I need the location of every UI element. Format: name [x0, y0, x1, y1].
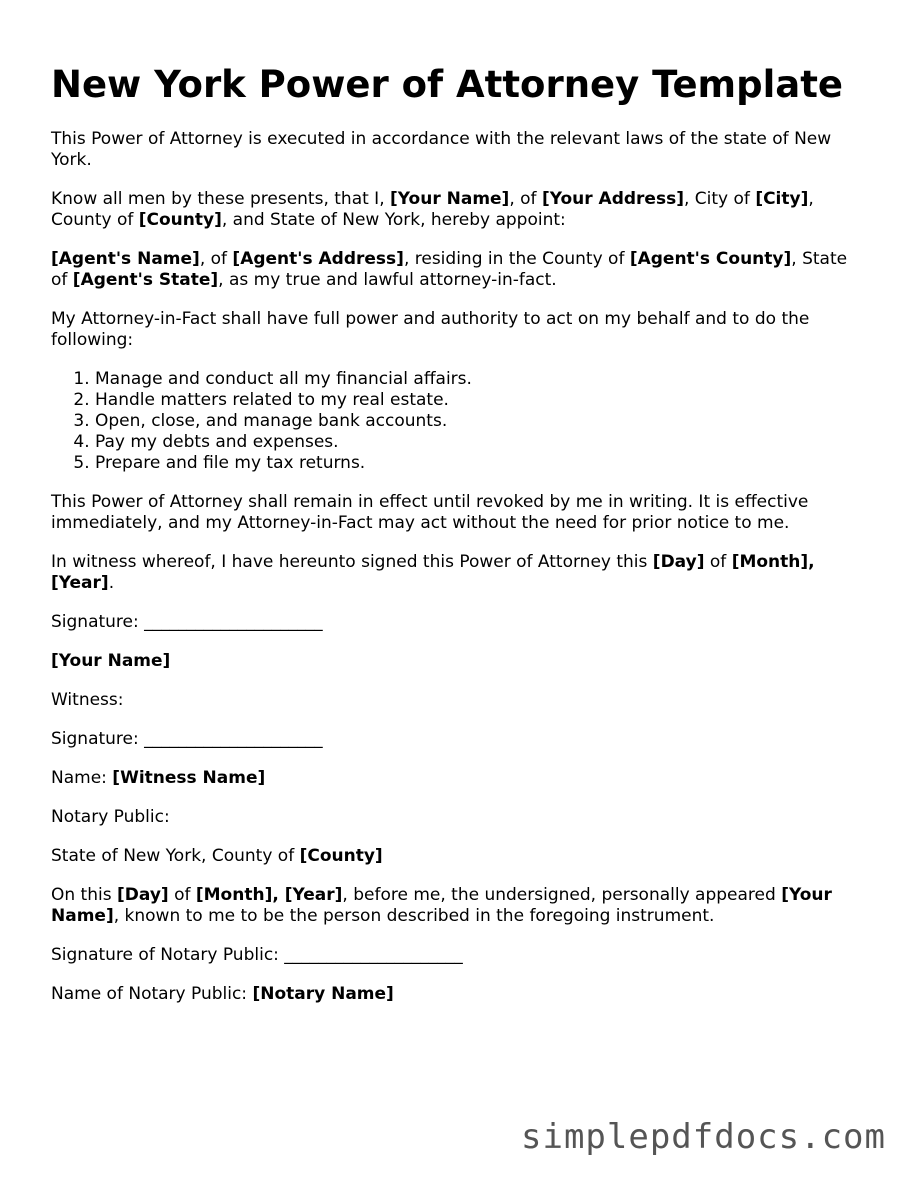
- county-placeholder: [County]: [138, 210, 222, 230]
- month-year-placeholder: [Month], [Year]: [51, 552, 815, 593]
- witness-name-line: [51, 768, 866, 789]
- notary-text-3: , before me, the undersigned, personally appeared: [342, 885, 782, 905]
- list-item: 4. Pay my debts and expenses.: [95, 432, 866, 453]
- witness-text-1: In witness whereof, I have hereunto signed this Power of Attorney this: [51, 552, 653, 572]
- notary-text-2: of: [168, 885, 196, 905]
- principal-name: [51, 651, 866, 672]
- appoint-text-1: Know all men by these presents, that I,: [51, 189, 391, 209]
- witness-signature-line: Signature: _____________________: [51, 729, 323, 749]
- notary-state-line: [51, 846, 866, 867]
- document-page: [51, 60, 866, 1023]
- notary-text-1: On this: [51, 885, 117, 905]
- notary-month-year-placeholder: [Month], [Year]: [195, 885, 343, 905]
- notary-name-placeholder: [Notary Name]: [252, 984, 394, 1004]
- day-placeholder: [Day]: [652, 552, 705, 572]
- witness-name-label: Name:: [51, 768, 113, 788]
- your-address-placeholder: [Your Address]: [541, 189, 684, 209]
- watermark: simplepdfdocs.com: [521, 1117, 886, 1157]
- notary-statement: [51, 885, 866, 927]
- your-name-placeholder: [Your Name]: [390, 189, 510, 209]
- notary-name-line: [51, 984, 866, 1005]
- notary-signature-line: Signature of Notary Public: _____________________: [51, 945, 463, 965]
- agent-address-placeholder: [Agent's Address]: [232, 249, 404, 269]
- witness-name-placeholder: [Witness Name]: [112, 768, 266, 788]
- witness-label: Witness:: [51, 690, 124, 710]
- principal-name-placeholder: [Your Name]: [51, 651, 171, 671]
- notary-county-placeholder: [County]: [299, 846, 383, 866]
- agent-paragraph: [51, 249, 866, 291]
- witness-text-3: .: [108, 573, 115, 593]
- appoint-text-3: , City of: [683, 189, 756, 209]
- appoint-text-5: , and State of New York, hereby appoint:: [221, 210, 566, 230]
- appoint-text-2: , of: [509, 189, 542, 209]
- principal-signature-line: Signature: _____________________: [51, 612, 323, 632]
- intro-paragraph: This Power of Attorney is executed in accordance with the relevant laws of the state of New York.: [51, 129, 832, 170]
- powers-list: [51, 369, 866, 474]
- witness-clause: [51, 552, 866, 594]
- notary-your-name-placeholder: [Your Name]: [51, 885, 832, 926]
- witness-text-2: of: [704, 552, 732, 572]
- notary-day-placeholder: [Day]: [116, 885, 169, 905]
- agent-state-placeholder: [Agent's State]: [72, 270, 219, 290]
- effect-paragraph: This Power of Attorney shall remain in effect until revoked by me in writing. It is effective immediately, and my Attorney-in-Fact may act without the need for prior notice to me.: [51, 492, 809, 533]
- list-item: 5. Prepare and file my tax returns.: [95, 453, 866, 474]
- agent-name-placeholder: [Agent's Name]: [51, 249, 200, 269]
- agent-text-4: , as my true and lawful attorney-in-fact.: [218, 270, 557, 290]
- page-title: New York Power of Attorney Template: [51, 63, 844, 106]
- list-item: 3. Open, close, and manage bank accounts.: [95, 411, 866, 432]
- notary-state-label: State of New York, County of: [51, 846, 300, 866]
- notary-text-4: , known to me to be the person described in the foregoing instrument.: [113, 906, 715, 926]
- agent-text-1: , of: [199, 249, 233, 269]
- notary-label: Notary Public:: [51, 807, 170, 827]
- notary-name-label: Name of Notary Public:: [51, 984, 253, 1004]
- agent-text-2: , residing in the County of: [403, 249, 630, 269]
- city-placeholder: [City]: [755, 189, 809, 209]
- appointment-paragraph: [51, 189, 866, 231]
- list-item: 2. Handle matters related to my real estate.: [95, 390, 866, 411]
- list-item: 1. Manage and conduct all my financial affairs.: [95, 369, 866, 390]
- appoint-text-4: , County of: [51, 189, 814, 230]
- agent-text-3: , State of: [51, 249, 848, 290]
- powers-intro: My Attorney-in-Fact shall have full power and authority to act on my behalf and to do the following:: [51, 309, 810, 350]
- agent-county-placeholder: [Agent's County]: [629, 249, 792, 269]
